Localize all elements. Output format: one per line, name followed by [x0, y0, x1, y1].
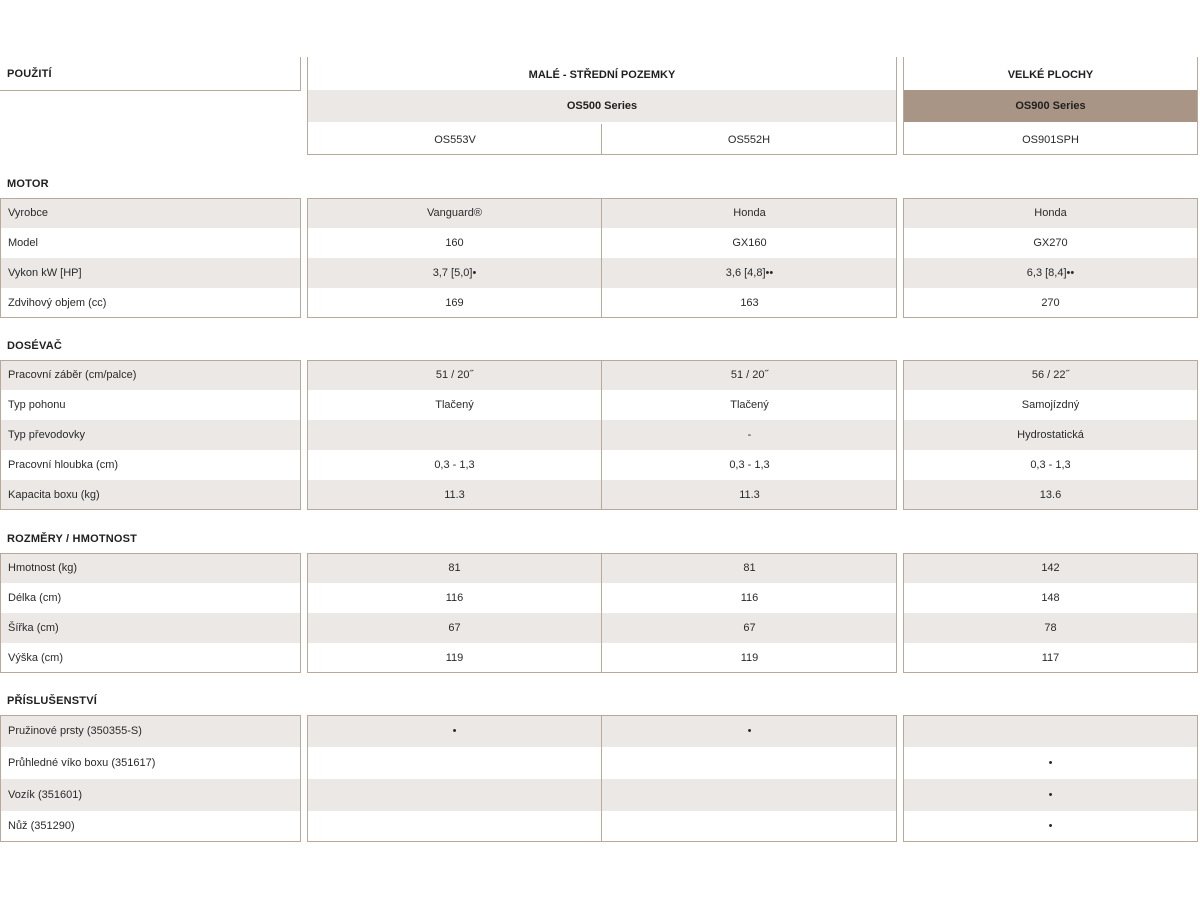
row-value: - [747, 429, 752, 441]
row-label: Vyrobce [8, 207, 48, 219]
row-value: 163 [740, 297, 759, 309]
row-value [603, 747, 896, 779]
row-label: Vykon kW [HP] [8, 267, 82, 279]
row-value: GX160 [732, 237, 767, 249]
row-value: 169 [445, 297, 464, 309]
row-value: 51 / 20˝ [730, 369, 769, 381]
row-value: 116 [445, 592, 464, 604]
row-value: 11.3 [739, 489, 760, 501]
row-value: 11.3 [444, 489, 465, 501]
row-value: GX270 [1033, 237, 1068, 249]
model-os553v: OS553V [434, 133, 476, 146]
series-large-label: OS900 Series [904, 90, 1197, 122]
usage-divider [300, 57, 301, 91]
usage-underline [0, 90, 301, 91]
row-value: • [747, 725, 752, 737]
row-value: 0,3 - 1,3 [1030, 459, 1071, 471]
row-label: Délka (cm) [8, 592, 62, 604]
row-value [308, 747, 601, 779]
row-value: 13.6 [1039, 489, 1062, 501]
model-os901sph: OS901SPH [1022, 133, 1079, 146]
row-label: Typ převodovky [8, 429, 86, 441]
row-label: Pružinové prsty (350355-S) [8, 725, 142, 737]
section-title: ROZMĚRY / HMOTNOST [7, 533, 138, 545]
row-value: • [452, 725, 457, 737]
row-label: Šířka (cm) [8, 622, 59, 634]
row-value [603, 810, 896, 842]
group-small-title: MALÉ - STŘEDNÍ POZEMKY [528, 69, 676, 81]
row-label: Typ pohonu [8, 399, 66, 411]
row-label: Vozík (351601) [8, 789, 82, 801]
section-title: DOSÉVAČ [7, 340, 62, 352]
group-large-title: VELKÉ PLOCHY [1007, 69, 1094, 81]
row-label: Nůž (351290) [8, 820, 75, 832]
row-label: Průhledné víko boxu (351617) [8, 757, 156, 769]
model-os552h: OS552H [727, 133, 771, 146]
row-value: 67 [743, 622, 756, 634]
row-value: 116 [740, 592, 759, 604]
row-value: 142 [1041, 562, 1060, 574]
row-value: Tlačený [435, 399, 474, 411]
row-value: 148 [1041, 592, 1060, 604]
row-label: Model [8, 237, 38, 249]
row-value [904, 715, 1197, 747]
row-value: 119 [740, 652, 759, 664]
row-value: Honda [1034, 207, 1067, 219]
row-value: 6,3 [8,4]•• [1026, 267, 1075, 279]
row-label: Hmotnost (kg) [8, 562, 78, 574]
row-value: 51 / 20˝ [435, 369, 474, 381]
row-value [308, 420, 601, 450]
row-value: 0,3 - 1,3 [729, 459, 770, 471]
row-value: Hydrostatická [1017, 429, 1084, 441]
section-title: MOTOR [7, 178, 49, 190]
row-value: 119 [445, 652, 464, 664]
row-value: 3,7 [5,0]• [432, 267, 477, 279]
column-divider [601, 360, 602, 510]
row-value: 81 [448, 562, 461, 574]
row-value: • [1048, 757, 1053, 769]
row-label: Pracovní hloubka (cm) [8, 459, 119, 471]
row-value: 117 [1041, 652, 1060, 664]
row-value [603, 779, 896, 811]
row-value: Samojízdný [1021, 399, 1080, 411]
row-label: Kapacita boxu (kg) [8, 489, 100, 501]
series-small-label: OS500 Series [308, 90, 896, 122]
usage-label: POUŽITÍ [7, 68, 52, 80]
row-value: • [1048, 789, 1053, 801]
column-divider [601, 198, 602, 318]
row-value: 270 [1041, 297, 1060, 309]
row-value: 78 [1044, 622, 1057, 634]
row-label: Zdvihový objem (cc) [8, 297, 107, 309]
row-value: Tlačený [730, 399, 769, 411]
column-divider [601, 553, 602, 673]
row-label: Výška (cm) [8, 652, 63, 664]
row-value: Honda [733, 207, 766, 219]
row-value: 81 [743, 562, 756, 574]
row-label: Pracovní záběr (cm/palce) [8, 369, 137, 381]
row-value: • [1048, 820, 1053, 832]
column-divider [601, 715, 602, 842]
row-value: 160 [445, 237, 464, 249]
section-title: PŘÍSLUŠENSTVÍ [7, 695, 98, 707]
row-value: 56 / 22˝ [1031, 369, 1070, 381]
row-value: 3,6 [4,8]•• [725, 267, 774, 279]
row-value: Vanguard® [427, 207, 482, 219]
row-value [308, 810, 601, 842]
row-value: 0,3 - 1,3 [434, 459, 475, 471]
row-value: 67 [448, 622, 461, 634]
row-value [308, 779, 601, 811]
